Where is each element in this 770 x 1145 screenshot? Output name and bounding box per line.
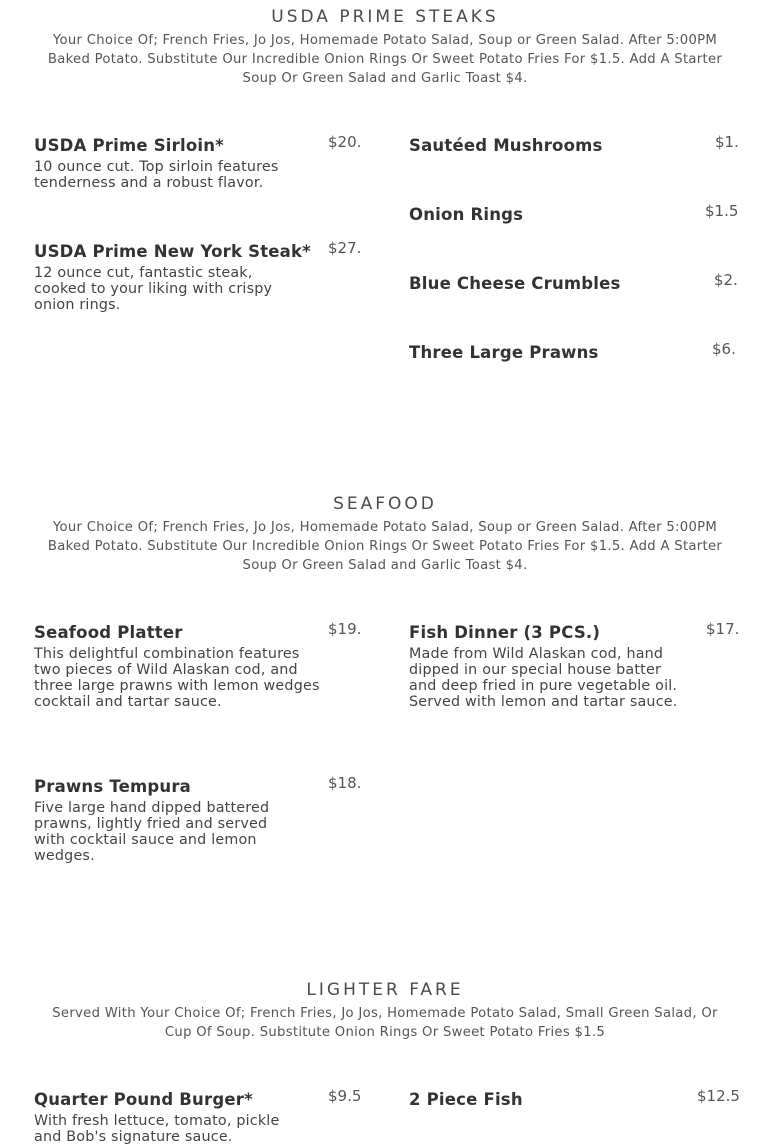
section-seafood: [0, 493, 770, 575]
section-title: SEAFOOD: [333, 494, 437, 514]
section-note: Served With Your Choice Of; French Fries, Jo Jos, Homemade Potato Salad, Small Green Salad, Or Cup Of Soup. Substitute Onion Rings Or Sweet Potato Fries $1.5: [52, 1006, 718, 1040]
item-description: This delightful combination features two pieces of Wild Alaskan cod, and three large prawns with lemon wedges cocktail and tartar sauce.: [34, 646, 320, 710]
item-price: $6.: [712, 340, 736, 358]
item-description: Five large hand dipped battered prawns, lightly fried and served with cocktail sauce and lemon wedges.: [34, 800, 270, 864]
section-title: LIGHTER FARE: [306, 980, 464, 1000]
item-description: With fresh lettuce, tomato, pickle and Bob's signature sauce.: [34, 1113, 280, 1145]
item-price: $27.: [328, 239, 362, 257]
menu-item-seafood-platter: [34, 620, 362, 710]
item-name: Sautéed Mushrooms: [409, 136, 603, 155]
item-price: $18.: [328, 774, 362, 792]
item-name: USDA Prime New York Steak*: [34, 242, 312, 261]
addon-sauteed-mushrooms: [409, 133, 739, 156]
section-note: Your Choice Of; French Fries, Jo Jos, Homemade Potato Salad, Soup or Green Salad. After 5:00PM Baked Potato. Substitute Our Incredible Onion Rings Or Sweet Potato Fries For $1.5. Add A Starter Soup Or Green Salad and Garlic Toast $4.: [47, 33, 723, 86]
section-steaks: [0, 6, 770, 88]
item-price: $20.: [328, 133, 362, 151]
item-price: $1.: [715, 133, 739, 151]
menu-item-new-york-steak: [34, 239, 362, 313]
menu-item-fish-dinner: [409, 620, 740, 710]
item-price: $17.: [706, 620, 740, 638]
item-name: Onion Rings: [409, 205, 524, 224]
item-name: Blue Cheese Crumbles: [409, 274, 621, 293]
section-lighter-fare: [0, 979, 770, 1042]
item-name: Prawns Tempura: [34, 777, 191, 796]
menu-item-2-piece-fish: [409, 1087, 740, 1110]
item-description: 10 ounce cut. Top sirloin features tenderness and a robust flavor.: [34, 159, 279, 191]
item-name: Fish Dinner (3 PCS.): [409, 623, 601, 642]
section-title: USDA PRIME STEAKS: [271, 7, 499, 27]
item-name: Quarter Pound Burger*: [34, 1090, 253, 1109]
section-note: Your Choice Of; French Fries, Jo Jos, Homemade Potato Salad, Soup or Green Salad. After 5:00PM Baked Potato. Substitute Our Incredible Onion Rings Or Sweet Potato Fries For $1.5. Add A Starter Soup Or Green Salad and Garlic Toast $4.: [47, 520, 723, 573]
item-name: Seafood Platter: [34, 623, 183, 642]
menu-item-sirloin: [34, 133, 362, 191]
item-description: 12 ounce cut, fantastic steak, cooked to your liking with crispy onion rings.: [34, 265, 273, 313]
item-name: 2 Piece Fish: [409, 1090, 523, 1109]
item-price: $19.: [328, 620, 362, 638]
menu-item-quarter-pound-burger: [34, 1087, 362, 1145]
item-name: USDA Prime Sirloin*: [34, 136, 225, 155]
menu-item-prawns-tempura: [34, 774, 362, 864]
addon-three-large-prawns: [409, 340, 736, 363]
item-price: $2.: [714, 271, 738, 289]
item-name: Three Large Prawns: [409, 343, 599, 362]
item-price: $12.5: [697, 1087, 740, 1105]
item-price: $1.5: [705, 202, 739, 220]
item-description: Made from Wild Alaskan cod, hand dipped in our special house batter and deep fried in pure vegetable oil. Served with lemon and tartar sauce.: [409, 646, 678, 710]
addon-onion-rings: [409, 202, 739, 225]
item-price: $9.5: [328, 1087, 362, 1105]
addon-blue-cheese-crumbles: [409, 271, 738, 294]
